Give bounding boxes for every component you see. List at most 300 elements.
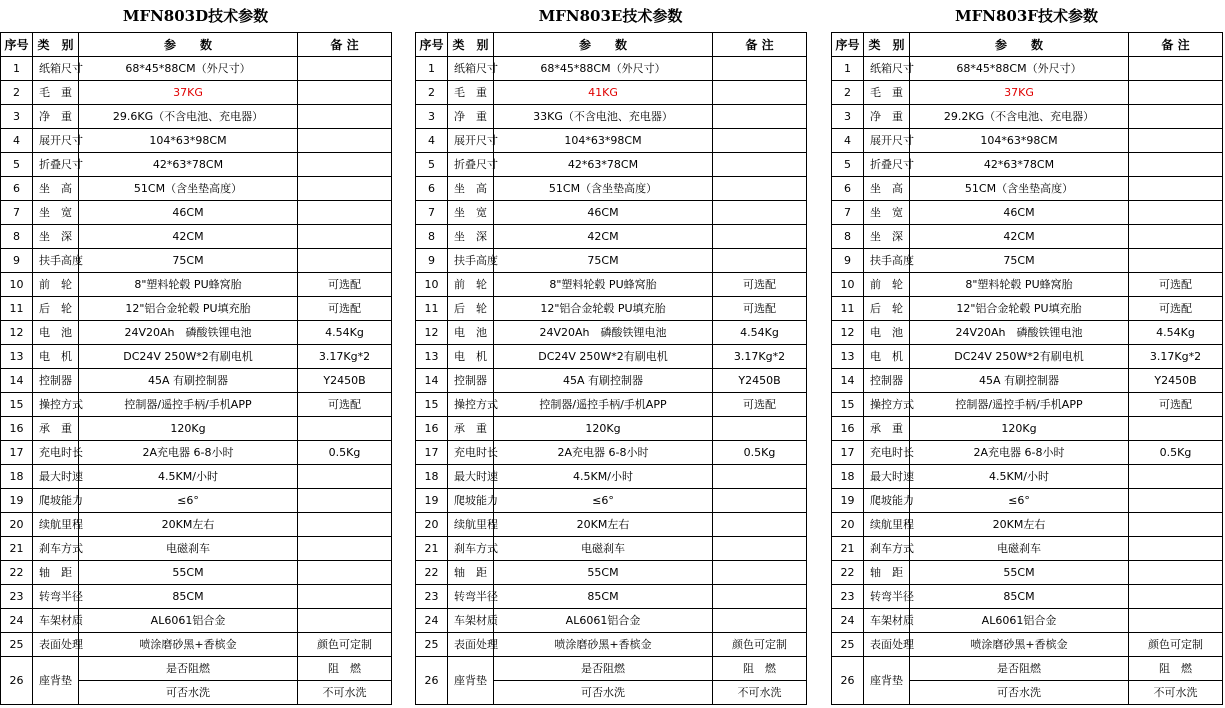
row-param: 68*45*88CM（外尺寸） — [79, 57, 298, 81]
row-note: 不可水洗 — [713, 681, 807, 705]
table-row — [1, 561, 392, 585]
row-category: 前轮 — [448, 273, 494, 297]
row-number: 13 — [416, 345, 448, 369]
header-row — [416, 33, 807, 57]
row-param: 12"铝合金轮毂 PU填充胎 — [910, 297, 1129, 321]
row-number: 22 — [1, 561, 33, 585]
header-category: 类 别 — [448, 33, 494, 57]
row-category: 后轮 — [448, 297, 494, 321]
row-number: 10 — [832, 273, 864, 297]
row-param: 104*63*98CM — [910, 129, 1129, 153]
row-number: 10 — [416, 273, 448, 297]
row-number: 19 — [832, 489, 864, 513]
row-param: 2A充电器 6-8小时 — [910, 441, 1129, 465]
row-number: 24 — [832, 609, 864, 633]
row-number: 17 — [416, 441, 448, 465]
table-row — [1, 249, 392, 273]
row-note: 4.54Kg — [298, 321, 392, 345]
row-category: 净重 — [448, 105, 494, 129]
row-number: 23 — [1, 585, 33, 609]
row-note: 可选配 — [298, 273, 392, 297]
row-note — [1129, 537, 1223, 561]
row-param: 控制器/遥控手柄/手机APP — [79, 393, 298, 417]
row-param: 20KM左右 — [494, 513, 713, 537]
row-note: 阻 燃 — [1129, 657, 1223, 681]
row-number: 21 — [1, 537, 33, 561]
row-number: 9 — [832, 249, 864, 273]
row-category: 电机 — [33, 345, 79, 369]
row-number: 10 — [1, 273, 33, 297]
row-category: 控制器 — [448, 369, 494, 393]
row-param: 85CM — [494, 585, 713, 609]
table-row — [416, 513, 807, 537]
row-number: 11 — [832, 297, 864, 321]
table-row — [832, 273, 1223, 297]
table-row — [832, 177, 1223, 201]
row-param: 55CM — [79, 561, 298, 585]
row-note — [713, 249, 807, 273]
row-param: 24V20Ah 磷酸铁锂电池 — [910, 321, 1129, 345]
row-category: 坐深 — [864, 225, 910, 249]
row-category: 转弯半径 — [33, 585, 79, 609]
row-param: 喷涂磨砂黑+香槟金 — [910, 633, 1129, 657]
row-note — [1129, 585, 1223, 609]
row-category: 刹车方式 — [33, 537, 79, 561]
table-row — [832, 657, 1223, 681]
row-param: AL6061铝合金 — [79, 609, 298, 633]
row-category: 表面处理 — [864, 633, 910, 657]
row-param: 29.2KG（不含电池、充电器） — [910, 105, 1129, 129]
row-note — [298, 225, 392, 249]
row-param: 42*63*78CM — [910, 153, 1129, 177]
row-param: 24V20Ah 磷酸铁锂电池 — [79, 321, 298, 345]
row-param: 电磁刹车 — [494, 537, 713, 561]
row-param: 33KG（不含电池、充电器） — [494, 105, 713, 129]
table-row — [416, 273, 807, 297]
row-note — [298, 129, 392, 153]
row-category: 电机 — [864, 345, 910, 369]
table-row — [1, 489, 392, 513]
row-number: 26 — [1, 657, 33, 705]
row-note — [1129, 465, 1223, 489]
row-category: 转弯半径 — [864, 585, 910, 609]
row-category: 轴距 — [33, 561, 79, 585]
row-param: 51CM（含坐垫高度） — [910, 177, 1129, 201]
row-number: 1 — [416, 57, 448, 81]
spec-table — [831, 32, 1223, 705]
row-category: 轴距 — [864, 561, 910, 585]
row-param: 75CM — [910, 249, 1129, 273]
row-category: 承重 — [33, 417, 79, 441]
row-category: 净重 — [33, 105, 79, 129]
row-category: 操控方式 — [864, 393, 910, 417]
row-number: 1 — [1, 57, 33, 81]
row-note: 阻 燃 — [298, 657, 392, 681]
table-row — [832, 489, 1223, 513]
table-row — [832, 369, 1223, 393]
row-number: 12 — [1, 321, 33, 345]
row-category: 车架材质 — [33, 609, 79, 633]
row-number: 22 — [416, 561, 448, 585]
row-category: 纸箱尺寸 — [33, 57, 79, 81]
row-note: 颜色可定制 — [1129, 633, 1223, 657]
table-row — [416, 129, 807, 153]
row-number: 24 — [416, 609, 448, 633]
row-number: 21 — [416, 537, 448, 561]
row-note — [713, 417, 807, 441]
row-number: 18 — [416, 465, 448, 489]
row-param: ≤6° — [79, 489, 298, 513]
row-note: 可选配 — [1129, 393, 1223, 417]
row-note — [298, 585, 392, 609]
row-note: 3.17Kg*2 — [713, 345, 807, 369]
table-row — [832, 513, 1223, 537]
row-param: 85CM — [79, 585, 298, 609]
table-row — [416, 585, 807, 609]
table-row — [1, 417, 392, 441]
row-number: 8 — [832, 225, 864, 249]
row-number: 19 — [416, 489, 448, 513]
row-param: 46CM — [494, 201, 713, 225]
header-no: 序号 — [416, 33, 448, 57]
table-row — [416, 105, 807, 129]
header-remark: 备 注 — [1129, 33, 1223, 57]
table-row — [832, 465, 1223, 489]
header-category: 类 别 — [864, 33, 910, 57]
row-number: 25 — [1, 633, 33, 657]
row-number: 3 — [832, 105, 864, 129]
table-row — [1, 537, 392, 561]
row-category: 折叠尺寸 — [864, 153, 910, 177]
row-number: 4 — [1, 129, 33, 153]
table-row — [416, 489, 807, 513]
row-param: 104*63*98CM — [494, 129, 713, 153]
row-note — [298, 201, 392, 225]
row-param: 68*45*88CM（外尺寸） — [494, 57, 713, 81]
table-row — [832, 153, 1223, 177]
table-row — [416, 441, 807, 465]
row-category: 坐深 — [33, 225, 79, 249]
row-number: 9 — [1, 249, 33, 273]
row-note — [298, 537, 392, 561]
row-category: 电机 — [448, 345, 494, 369]
row-category: 纸箱尺寸 — [864, 57, 910, 81]
row-category: 后轮 — [33, 297, 79, 321]
row-category: 刹车方式 — [448, 537, 494, 561]
header-params: 参 数 — [79, 33, 298, 57]
row-note — [298, 177, 392, 201]
row-category: 控制器 — [33, 369, 79, 393]
row-category: 轴距 — [448, 561, 494, 585]
table-row — [832, 249, 1223, 273]
table-row — [416, 393, 807, 417]
table-row — [1, 585, 392, 609]
row-number: 7 — [416, 201, 448, 225]
row-note — [1129, 81, 1223, 105]
row-note: Y2450B — [1129, 369, 1223, 393]
row-number: 5 — [416, 153, 448, 177]
row-category: 爬坡能力 — [864, 489, 910, 513]
row-param: 42CM — [910, 225, 1129, 249]
row-note — [713, 513, 807, 537]
panel-title: MFN803E技术参数 — [538, 7, 683, 25]
row-number: 2 — [416, 81, 448, 105]
row-note — [1129, 201, 1223, 225]
row-note — [713, 225, 807, 249]
table-row — [832, 105, 1223, 129]
row-category: 最大时速 — [33, 465, 79, 489]
table-row — [416, 297, 807, 321]
row-number: 14 — [416, 369, 448, 393]
table-row — [832, 609, 1223, 633]
row-note: 颜色可定制 — [713, 633, 807, 657]
row-param: 104*63*98CM — [79, 129, 298, 153]
row-number: 8 — [1, 225, 33, 249]
row-param: 2A充电器 6-8小时 — [79, 441, 298, 465]
row-number: 18 — [832, 465, 864, 489]
row-note — [713, 153, 807, 177]
header-params: 参 数 — [494, 33, 713, 57]
row-note — [713, 201, 807, 225]
row-number: 7 — [832, 201, 864, 225]
row-note: Y2450B — [298, 369, 392, 393]
row-category: 控制器 — [864, 369, 910, 393]
row-param: 电磁刹车 — [79, 537, 298, 561]
row-param: AL6061铝合金 — [494, 609, 713, 633]
row-note: 可选配 — [713, 297, 807, 321]
row-note: 颜色可定制 — [298, 633, 392, 657]
table-row — [416, 225, 807, 249]
row-category: 坐高 — [33, 177, 79, 201]
row-note: 3.17Kg*2 — [1129, 345, 1223, 369]
header-no: 序号 — [832, 33, 864, 57]
row-number: 16 — [1, 417, 33, 441]
row-note — [298, 81, 392, 105]
table-row — [1, 465, 392, 489]
row-param: 75CM — [494, 249, 713, 273]
row-number: 13 — [1, 345, 33, 369]
row-number: 22 — [832, 561, 864, 585]
row-note: 0.5Kg — [713, 441, 807, 465]
row-param: 45A 有刷控制器 — [79, 369, 298, 393]
row-category: 坐宽 — [33, 201, 79, 225]
row-note — [298, 249, 392, 273]
row-category: 操控方式 — [448, 393, 494, 417]
table-row — [416, 369, 807, 393]
table-row — [1, 201, 392, 225]
row-param: 24V20Ah 磷酸铁锂电池 — [494, 321, 713, 345]
row-param: 电磁刹车 — [910, 537, 1129, 561]
row-note — [1129, 489, 1223, 513]
table-row — [1, 369, 392, 393]
row-note — [1129, 177, 1223, 201]
row-category: 毛重 — [864, 81, 910, 105]
header-params: 参 数 — [910, 33, 1129, 57]
row-number: 3 — [1, 105, 33, 129]
table-row — [832, 201, 1223, 225]
row-note: 可选配 — [298, 393, 392, 417]
row-note: 0.5Kg — [1129, 441, 1223, 465]
row-param: 是否阻燃 — [494, 657, 713, 681]
row-note — [713, 105, 807, 129]
row-note — [1129, 57, 1223, 81]
row-category: 刹车方式 — [864, 537, 910, 561]
row-number: 20 — [1, 513, 33, 537]
row-param: DC24V 250W*2有刷电机 — [494, 345, 713, 369]
row-param: 51CM（含坐垫高度） — [494, 177, 713, 201]
table-row — [416, 153, 807, 177]
row-number: 23 — [832, 585, 864, 609]
row-category: 前轮 — [33, 273, 79, 297]
row-category: 电池 — [864, 321, 910, 345]
row-number: 17 — [1, 441, 33, 465]
table-row — [416, 417, 807, 441]
table-row — [416, 249, 807, 273]
row-note — [1129, 561, 1223, 585]
row-number: 18 — [1, 465, 33, 489]
row-category: 爬坡能力 — [33, 489, 79, 513]
row-number: 25 — [416, 633, 448, 657]
spec-table — [0, 32, 392, 705]
row-number: 9 — [416, 249, 448, 273]
table-row — [1, 513, 392, 537]
row-param: 控制器/遥控手柄/手机APP — [910, 393, 1129, 417]
row-param: 8"塑料轮毂 PU蜂窝胎 — [910, 273, 1129, 297]
row-category: 坐宽 — [864, 201, 910, 225]
row-number: 19 — [1, 489, 33, 513]
table-row — [1, 633, 392, 657]
row-note — [298, 417, 392, 441]
row-number: 14 — [832, 369, 864, 393]
row-param: AL6061铝合金 — [910, 609, 1129, 633]
row-category: 净重 — [864, 105, 910, 129]
row-param: 120Kg — [910, 417, 1129, 441]
row-number: 13 — [832, 345, 864, 369]
row-note: 4.54Kg — [1129, 321, 1223, 345]
row-number: 6 — [416, 177, 448, 201]
row-param: 42CM — [79, 225, 298, 249]
row-category: 充电时长 — [448, 441, 494, 465]
table-row — [832, 561, 1223, 585]
row-number: 26 — [416, 657, 448, 705]
row-number: 16 — [832, 417, 864, 441]
row-number: 26 — [832, 657, 864, 705]
table-row — [1, 297, 392, 321]
row-number: 2 — [1, 81, 33, 105]
row-category: 展开尺寸 — [864, 129, 910, 153]
row-param: 85CM — [910, 585, 1129, 609]
row-param: DC24V 250W*2有刷电机 — [79, 345, 298, 369]
row-category: 续航里程 — [448, 513, 494, 537]
row-param: 55CM — [910, 561, 1129, 585]
row-note — [713, 57, 807, 81]
row-param: ≤6° — [910, 489, 1129, 513]
row-note — [1129, 153, 1223, 177]
row-category: 扶手高度 — [448, 249, 494, 273]
row-param: 46CM — [79, 201, 298, 225]
table-row — [832, 393, 1223, 417]
row-category: 续航里程 — [33, 513, 79, 537]
row-note — [713, 561, 807, 585]
row-param: 51CM（含坐垫高度） — [79, 177, 298, 201]
row-param: 20KM左右 — [79, 513, 298, 537]
row-category: 折叠尺寸 — [33, 153, 79, 177]
row-category: 充电时长 — [33, 441, 79, 465]
row-param: 42*63*78CM — [79, 153, 298, 177]
row-param: 42CM — [494, 225, 713, 249]
row-param: 12"铝合金轮毂 PU填充胎 — [79, 297, 298, 321]
row-number: 4 — [416, 129, 448, 153]
row-category: 充电时长 — [864, 441, 910, 465]
row-note — [298, 153, 392, 177]
row-category: 座背垫 — [864, 657, 910, 705]
row-param: 是否阻燃 — [910, 657, 1129, 681]
row-number: 17 — [832, 441, 864, 465]
row-param: 12"铝合金轮毂 PU填充胎 — [494, 297, 713, 321]
row-note — [298, 57, 392, 81]
row-number: 16 — [416, 417, 448, 441]
row-number: 23 — [416, 585, 448, 609]
row-category: 坐宽 — [448, 201, 494, 225]
spec-table — [415, 32, 807, 705]
table-row — [416, 57, 807, 81]
row-number: 8 — [416, 225, 448, 249]
row-number: 12 — [832, 321, 864, 345]
row-category: 后轮 — [864, 297, 910, 321]
row-category: 坐高 — [448, 177, 494, 201]
panel-title: MFN803F技术参数 — [955, 7, 1098, 25]
row-category: 前轮 — [864, 273, 910, 297]
table-row — [1, 441, 392, 465]
row-param: 4.5KM/小时 — [79, 465, 298, 489]
row-note — [1129, 129, 1223, 153]
row-param: 37KG — [910, 81, 1129, 105]
header-row — [1, 33, 392, 57]
row-category: 承重 — [448, 417, 494, 441]
table-row — [416, 81, 807, 105]
row-note — [298, 561, 392, 585]
row-note — [298, 465, 392, 489]
table-row — [1, 225, 392, 249]
row-note: 可选配 — [298, 297, 392, 321]
row-category: 续航里程 — [864, 513, 910, 537]
table-row — [1, 153, 392, 177]
row-param: 4.5KM/小时 — [910, 465, 1129, 489]
row-param: DC24V 250W*2有刷电机 — [910, 345, 1129, 369]
row-category: 承重 — [864, 417, 910, 441]
table-row — [1, 273, 392, 297]
header-no: 序号 — [1, 33, 33, 57]
row-note — [713, 609, 807, 633]
row-number: 11 — [416, 297, 448, 321]
row-param: 68*45*88CM（外尺寸） — [910, 57, 1129, 81]
row-category: 毛重 — [33, 81, 79, 105]
table-row — [416, 321, 807, 345]
row-category: 转弯半径 — [448, 585, 494, 609]
row-category: 坐深 — [448, 225, 494, 249]
row-param: 8"塑料轮毂 PU蜂窝胎 — [79, 273, 298, 297]
row-note — [1129, 249, 1223, 273]
row-param: 可否水洗 — [79, 681, 298, 705]
row-number: 14 — [1, 369, 33, 393]
row-note — [713, 177, 807, 201]
row-note: 不可水洗 — [1129, 681, 1223, 705]
row-number: 5 — [1, 153, 33, 177]
row-param: 可否水洗 — [910, 681, 1129, 705]
table-row — [832, 297, 1223, 321]
table-row — [832, 537, 1223, 561]
row-number: 20 — [832, 513, 864, 537]
